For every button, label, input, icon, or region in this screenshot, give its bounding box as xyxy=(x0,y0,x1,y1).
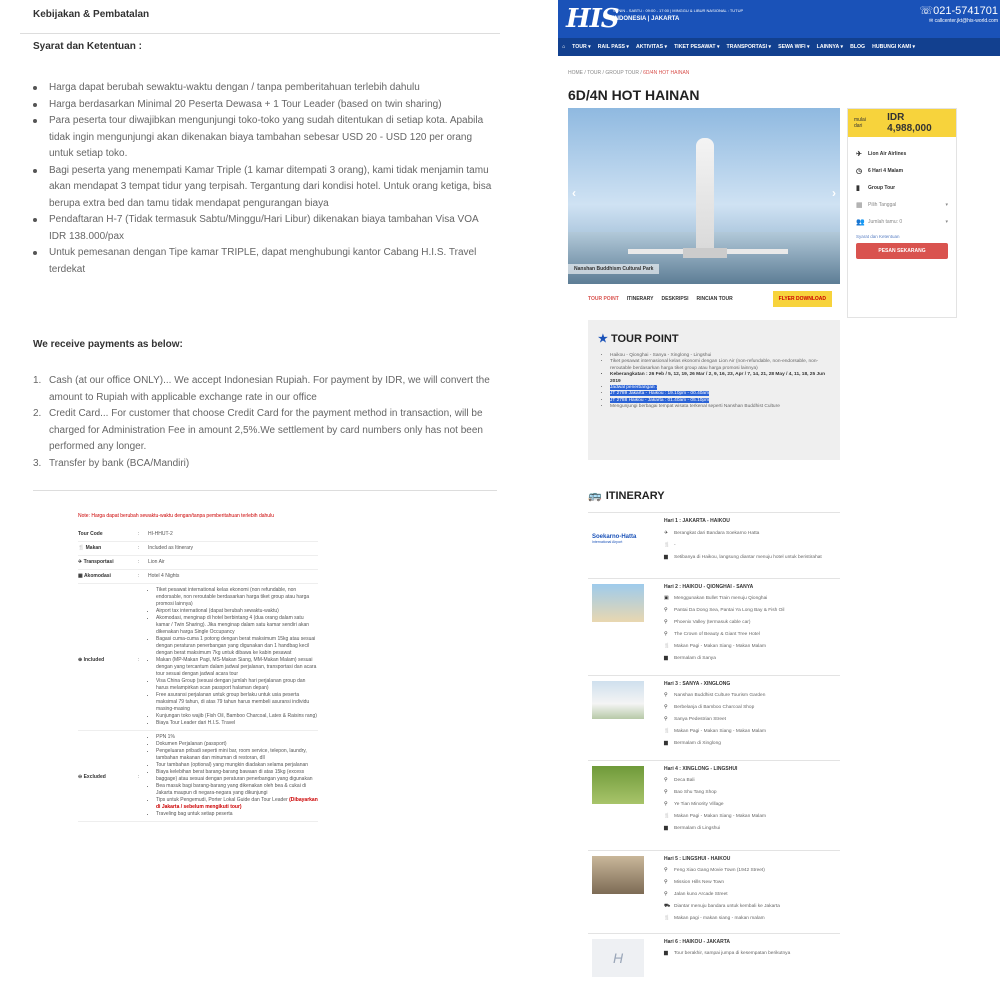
phone-icon: ☏ xyxy=(919,5,934,17)
itinerary-day-1: Soekarno-Hatta International Airport Hari 1 : JAKARTA - HAIKOU ✈ Berangkat dari Bandara Soekarno Hatta 🍴 - ▆ Setibanya di Haikou, langsung diantar menuju hotel untuk beristirahat xyxy=(588,512,840,578)
list-item: 2. Credit Card... For customer that choose Credit Card for the payment method in transaction, will be charged for Administration Fee in amount 2,5%.We settlement by card numbers only has not been performed any longer. xyxy=(33,408,483,452)
list-item: 3. Transfer by bank (BCA/Mandiri) xyxy=(33,457,190,469)
terms-link[interactable]: Syarat dan Ketentuan xyxy=(856,234,900,239)
price: IDR 4,988,000 xyxy=(887,112,932,134)
phone-number[interactable]: ☏021-5741701 xyxy=(919,5,998,17)
tab-flyer-download[interactable]: FLYER DOWNLOAD xyxy=(773,291,832,307)
email-link[interactable]: ✉ callcenter.jkt@his-world.com xyxy=(928,18,998,24)
pin-icon: ⚲ xyxy=(664,892,668,897)
itinerary-day-4: Hari 4 : XINGLONG - LINGSHUI ⚲ Deca Bali ⚲ Bao Shu Tang Shop ⚲ Ye Tian Minority Village 🍴 Makan Pagi - Makan Siang - Makan Malam ▆ Bermalam di Lingshui xyxy=(588,760,840,850)
terms-list xyxy=(33,80,493,278)
policy-heading: Kebijakan & Pembatalan xyxy=(33,9,150,20)
tour-point-panel xyxy=(588,320,840,460)
list-item: Untuk pemesanan dengan Tipe kamar TRIPLE, dapat menghubungi kantor Cabang H.I.S. Travel terdekat xyxy=(33,245,493,278)
pin-icon: ⚲ xyxy=(664,880,668,885)
booking-box xyxy=(847,108,957,318)
pin-icon: ⚲ xyxy=(664,693,668,698)
hotel-icon: ▆ xyxy=(664,826,668,831)
users-icon: 👥 xyxy=(856,218,865,226)
list-item: • JT 2788 Haikou - Jakarta : 01.40am - 05.10pm xyxy=(610,398,832,404)
his-logo[interactable]: HIS xyxy=(566,4,619,34)
pin-icon: ⚲ xyxy=(664,705,668,710)
tour-type: ▮ Group Tour xyxy=(856,184,896,192)
nav-hubungi[interactable]: HUBUNGI KAMI ▾ xyxy=(872,44,916,50)
fare-table xyxy=(78,513,318,822)
clock-icon: ◷ xyxy=(856,167,863,175)
home-icon[interactable]: ⌂ xyxy=(562,44,566,50)
fork-icon: 🍴 xyxy=(664,814,670,819)
car-icon: ⛟ xyxy=(664,904,671,909)
pin-icon: ⚲ xyxy=(664,608,668,613)
list-item: • JT 2789 Jakarta - Haikou : 19.10pm - 00.40am xyxy=(610,391,832,397)
table-row: 🍴 Makan : Included as Itinerary xyxy=(78,542,318,556)
plus-icon: ⊕ xyxy=(78,657,84,663)
fork-icon: 🍴 xyxy=(664,543,670,548)
office-hours: SENIN - SABTU : 09:00 - 17:00 | MINGGU & LIBUR NASIONAL : TUTUP xyxy=(613,8,744,13)
statue-image xyxy=(696,138,714,253)
nav-tour[interactable]: TOUR ▾ xyxy=(572,44,591,50)
pin-icon: ⚲ xyxy=(664,868,668,873)
list-item: Harga dapat berubah sewaktu-waktu dengan / tanpa pemberitahuan terlebih dahulu xyxy=(33,80,493,97)
note: Note: Harga dapat berubah sewaktu-waktu dengan/tanpa pemberitahuan terlebih dahulu xyxy=(78,513,274,519)
tour-tabs xyxy=(588,290,840,308)
list-item: • Mengunjungi berbagai tempat wisata terkenal seperti Nanshan Buddhist Culture xyxy=(610,404,832,410)
guest-select[interactable]: 👥 Jumlah tamu: 0 ▾ xyxy=(856,218,948,226)
tab-tour-point[interactable]: TOUR POINT xyxy=(588,296,619,302)
plane-icon: ✈ xyxy=(664,531,669,536)
beach-image xyxy=(592,584,644,622)
hotel-icon: ▆ xyxy=(664,951,668,956)
table-row: ▦ Akomodasi : Hotel 4 Nights xyxy=(78,570,318,584)
itinerary-day-3: Hari 3 : SANYA - XINGLONG ⚲ Nanshan Buddhist Culture Tourism Garden ⚲ Berbelanja di Bamboo Charcoal Shop ⚲ Sanya Pedestrian Street 🍴 Makan Pagi - Makan Siang - Makan Malam ▆ Bermalam di Xinglong xyxy=(588,675,840,760)
tour-point-title: ★ TOUR POINT xyxy=(598,333,679,345)
pin-icon: ⚲ xyxy=(664,620,668,625)
nav-aktivitas[interactable]: AKTIVITAS ▾ xyxy=(636,44,668,50)
bus-icon: 🚌 xyxy=(588,490,602,502)
fork-icon: 🍴 xyxy=(664,729,670,734)
site-header xyxy=(558,0,1000,38)
statue-image xyxy=(592,681,644,719)
nav-lainnya[interactable]: LAINNYA ▾ xyxy=(816,44,844,50)
tab-deskripsi[interactable]: DESKRIPSI xyxy=(661,296,689,302)
list-item: Para peserta tour diwajibkan mengunjungi toko-toko yang sudah ditentukan di setiap kota. Apabila tidak ingin mengunjungi akan dikenakan biaya tambahan sebesar USD 20 - USD 120 per orang untuk setiap toko. xyxy=(33,113,493,163)
payments-title: We receive payments as below: xyxy=(33,339,183,350)
mail-icon: ✉ xyxy=(928,18,935,24)
airport-logo: Soekarno-Hatta International Airport xyxy=(592,518,644,556)
garden-image xyxy=(592,766,644,804)
payments-list xyxy=(33,373,493,472)
price-bar: mulai dari IDR 4,988,000 xyxy=(848,109,956,137)
train-icon: ▣ xyxy=(664,596,669,601)
page-title: 6D/4N HOT HAINAN xyxy=(568,87,700,103)
pin-icon: ⚲ xyxy=(664,790,668,795)
list-item: 1. Cash (at our office ONLY)... We accept Indonesian Rupiah. For payment by IDR, we will convert the amount to Rupiah with applicable exchange rate in our office xyxy=(33,375,490,403)
nav-blog[interactable]: BLOG xyxy=(850,44,866,50)
chevron-left-icon[interactable]: ‹ xyxy=(572,186,576,200)
street-image xyxy=(592,856,644,894)
table-row: ⊖ Excluded : • PPN 1% • Dokumen Perjalanan (passport) • Pengeluaran pribadi seperti mini bar, room service, telepon, laundry, tambahan makanan dan minuman di restoran, dll • Tour tambahan (optional) yang mungkin diadakan selama perjalanan • Biaya kelebihan berat barang-barang bawaan di atas 15kg (excess baggage) atau sesuai dengan peraturan penerbangan yang digunakan • Bea masuk bagi barang-barang yang dikenakan oleh bea & cukai di Jakarta maupun di negara-negara yang dikunjungi • Tips untuk Pengemudi, Porter Lokal Guide dan Tour Leader (Dibayarkan di Jakarta / sebelum mengikuti tour) • Traveling bag untuk setiap peserta xyxy=(78,731,318,822)
pin-icon: ⚲ xyxy=(664,778,668,783)
table-row: ⊕ Included : • Tiket pesawat international kelas ekonomi (non refundable, non endorsable, non reroutable berdasarkan harga tiket group atau harga promosi lainnya) • Airport tax international (dapat berubah sewaktu-waktu) • Akomodasi, menginap di hotel berbintang 4 (dua orang dalam satu kamar / Twin Sharing). Jika menginap dalam satu kamar sendiri akan dikenakan harga Single Occupancy • Bagasi cuma-cuma 1 potong dengan berat maksimum 15kg atau sesuai dengan peraturan penerbangan yang digunakan dan 1 handbag kecil dengan berat maksimum 7kg untuk dibawa ke kabin pesawat • Makan (MP-Makan Pagi, MS-Makan Siang, MM-Makan Malam) sesuai dengan yang tercantum dalam jadwal perjalanan, transportasi dan acara tour sesuai dengan jadwal acara tour • Visa China Group (sesuai dengan jumlah hari perjalanan group dan harus melampirkan scan passport halaman depan) • Free asuransi perjalanan untuk group berlaku untuk usia peserta maksimal 79 tahun, di atas 79 tahun harus membeli asuransi individu masing-masing • Kunjungan toko wajib (Fish Oil, Bamboo Charcoal, Latex & Raisins rang) • Biaya Tour Leader dari H.I.S. Travel xyxy=(78,584,318,731)
his-placeholder-image: H xyxy=(592,939,644,977)
flag-icon: ▮ xyxy=(856,184,860,192)
itinerary-day-6: H Hari 6 : HAIKOU - JAKARTA ▆ Tour berakhir, sampai jumpa di kesempatan berikutnya xyxy=(588,933,840,993)
chevron-down-icon: ▾ xyxy=(945,218,948,225)
hero-carousel[interactable] xyxy=(568,108,840,284)
list-item: • Keberangkatan : 26 Feb / 5, 12, 19, 26 Mar / 2, 9, 16, 23, Apr / 7, 14, 21, 28 May / 4, 11, 18, 25 Jun 2019 xyxy=(610,372,832,385)
list-item: Bagi peserta yang menempati Kamar Triple (1 kamar ditempati 3 orang), kami tidak menjamin tamu akan mendapat 3 tempat tidur yang terpisah. Tergantung dari kondisi hotel. Untuk orang ketiga, bisa berupa extra bed dan tamu tidak mendapat pengurangan biaya xyxy=(33,163,493,213)
terms-title: Syarat dan Ketentuan : xyxy=(33,41,142,52)
nav-rail-pass[interactable]: RAIL PASS ▾ xyxy=(597,44,630,50)
divider xyxy=(20,33,500,34)
tab-rincian[interactable]: RINCIAN TOUR xyxy=(696,296,733,302)
pin-icon: ⚲ xyxy=(664,717,668,722)
date-select[interactable]: ▦ Pilih Tanggal ▾ xyxy=(856,201,948,209)
hotel-icon: ▆ xyxy=(664,656,668,661)
office-city: INDONESIA | JAKARTA xyxy=(613,16,680,22)
plane-icon: ✈ xyxy=(856,150,862,158)
duration: ◷ 6 Hari 4 Malam xyxy=(856,167,904,175)
main-nav xyxy=(558,38,1000,56)
pin-icon: ⚲ xyxy=(664,802,668,807)
breadcrumb[interactable]: HOME / TOUR / GROUP TOUR / 6D/4N HOT HAINAN xyxy=(568,70,690,76)
fork-icon: 🍴 xyxy=(78,545,86,551)
table-row: Tour Code : HI-HHUT-2 xyxy=(78,528,318,542)
calendar-icon: ▦ xyxy=(856,201,863,209)
nav-tiket-pesawat[interactable]: TIKET PESAWAT ▾ xyxy=(674,44,720,50)
chevron-right-icon[interactable]: › xyxy=(832,186,836,200)
list-item: • Haikou - Qionghai - Sanya - Xinglong - Lingshui xyxy=(610,353,832,359)
minus-icon: ⊖ xyxy=(78,774,84,780)
tab-itinerary[interactable]: ITINERARY xyxy=(626,296,654,302)
divider xyxy=(33,490,497,491)
plane-icon: ✈ xyxy=(78,559,84,565)
itinerary-day-2: Hari 2 : HAIKOU - QIONGHAI - SANYA ▣ Menggunakan Bullet Train menuju Qionghai ⚲ Pantai Da Dong Sea, Pantai Ya Long Bay & Fish Oil ⚲ Phoenix Valley (termasuk cable car) ⚲ The Crown of Beauty & Giant Tree Hotel 🍴 Makan Pagi - Makan Siang - Makan Malam ▆ Bermalam di Sanya xyxy=(588,578,840,675)
fork-icon: 🍴 xyxy=(664,916,670,921)
pin-icon: ⚲ xyxy=(664,632,668,637)
star-icon: ★ xyxy=(598,333,608,345)
hotel-icon: ▆ xyxy=(664,555,668,560)
list-item: Pendaftaran H-7 (Tidak termasuk Sabtu/Minggu/Hari Libur) dikenakan biaya tambahan Visa VOA IDR 138.000/pax xyxy=(33,212,493,245)
chevron-down-icon: ▾ xyxy=(945,201,948,208)
tour-page xyxy=(558,0,1000,1000)
book-now-button[interactable]: PESAN SEKARANG xyxy=(856,243,948,259)
hotel-icon: ▆ xyxy=(664,741,668,746)
list-item: • Jadwal penerbangan : xyxy=(610,385,832,391)
list-item: Harga berdasarkan Minimal 20 Peserta Dewasa + 1 Tour Leader (based on twin sharing) xyxy=(33,97,493,114)
itinerary-day-5: Hari 5 : LINGSHUI - HAIKOU ⚲ Feng Xiao Gang Movie Town (1942 Street) ⚲ Mission Hills New Town ⚲ Jalan kuno Arcade Street ⛟ Diantar menuju bandara untuk kembali ke Jakarta 🍴 Makan pagi - makan siang - makan malam xyxy=(588,850,840,933)
hotel-icon: ▦ xyxy=(78,573,84,579)
itinerary-title: 🚌 ITINERARY xyxy=(588,490,665,502)
nav-sewa-wifi[interactable]: SEWA WIFI ▾ xyxy=(778,44,810,50)
airline: ✈ Lion Air Airlines xyxy=(856,150,907,158)
table-row: ✈ Transportasi : Lion Air xyxy=(78,556,318,570)
nav-transportasi[interactable]: TRANSPORTASI ▾ xyxy=(726,44,772,50)
fork-icon: 🍴 xyxy=(664,644,670,649)
list-item: • Tiket pesawat internasional kelas ekonomi dengan Lion Air (non-refundable, non-endorsable, non-reroutable berdasarkan harga tiket group atau harga promosi lainnya) xyxy=(610,359,832,372)
hero-caption: Nanshan Buddhism Cultural Park xyxy=(568,264,659,274)
